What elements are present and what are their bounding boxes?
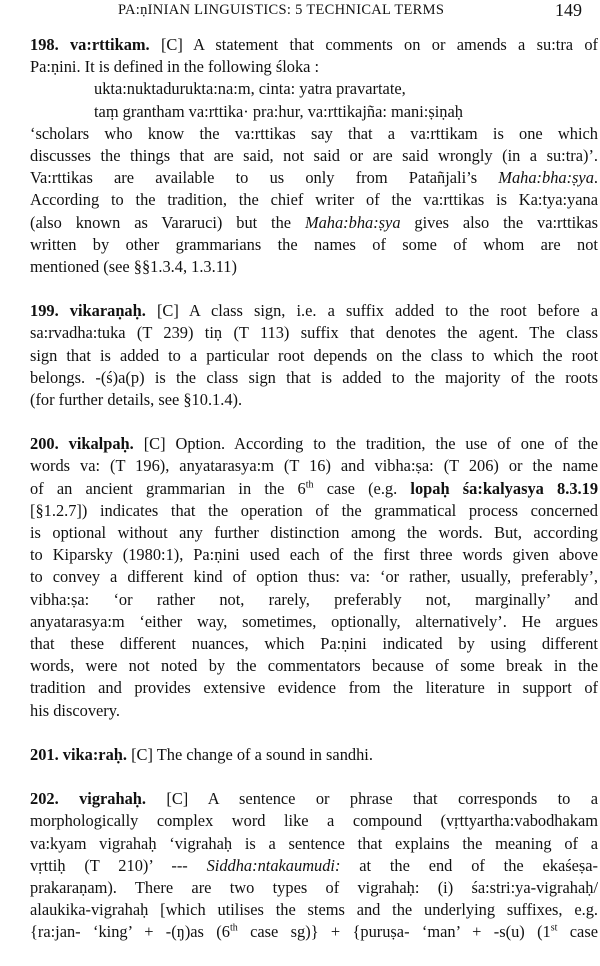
glossary-entry-201 [30,744,598,766]
entry-line: vibha:ṣa: ‘or rather not, rarely, preferably not, marginally’ and [30,589,598,609]
page-number: 149 [555,0,582,20]
entry-line: 199. vikaraṇaḥ. [C] A class sign, i.e. a suffix added to the root before a [30,301,598,321]
entry-line: [§1.2.7]) indicates that the operation of the grammatical process concerned [30,500,598,520]
entry-headword: 198. va:rttikam. [30,35,150,54]
entry-headword: 201. vika:raḥ. [30,744,127,764]
ordinal-suffix: th [229,922,238,934]
entry-line: anyatarasya:m ‘either way, sometimes, optionally, alternatively’. He argues [30,611,598,631]
entry-line: written by other grammarians the names of some of whom are not [30,234,598,254]
entry-line: 200. vikalpaḥ. [C] Option. According to the tradition, the use of one of the [30,434,599,454]
entry-line: sa:rvadha:tuka (T 239) tiṇ (T 113) suffix that denotes the agent. The class [30,323,598,343]
entry-line: words, were not noted by the commentators because of some break in the [30,656,598,676]
running-head-title: PA:ṇINIAN LINGUISTICS: 5 TECHNICAL TERMS [118,2,445,18]
entry-line: According to the tradition, the chief writer of the va:rttikas is Ka:tya:yana [30,190,598,210]
entry-line: 201. vika:raḥ. [C] The change of a sound in sandhi. [30,744,373,764]
entry-line: alaukika-vigrahaḥ [which utilises the stems and the underlying suffixes, e.g. [30,900,598,920]
entry-line: Va:rttikas are available to us only from Patañjali’s Maha:bha:ṣya. [30,168,598,188]
entry-headword: 199. vikaraṇaḥ. [30,301,146,321]
work-title: Maha:bha:ṣya [304,212,401,232]
glossary-entry-199 [30,300,598,411]
entry-headword: 200. vikalpaḥ. [30,434,134,454]
running-header [0,0,600,32]
entry-line: morphologically complex word like a compound (vṛttyartha:vabodhakam [30,811,598,831]
entry-line: to convey a different kind of option thus: va: ‘or rather, usually, preferably’, [30,567,598,587]
glossary-entry-198 [30,34,598,278]
entry-line: prakaraṇam). There are two types of vigrahaḥ: (i) śa:stri:ya-vigrahaḥ/ [30,877,598,897]
entry-line: to Kiparsky (1980:1), Pa:ṇini used each of the first three words given above [30,545,598,565]
entry-line: of an ancient grammarian in the 6th case (e.g. lopaḥ śa:kalyasya 8.3.19 [30,478,599,498]
entry-line: his discovery. [30,700,120,720]
entry-line: mentioned (see §§1.3.4, 1.3.11) [30,257,237,277]
ordinal-suffix: st [550,922,558,934]
sloka-verse-line: ukta:nuktadurukta:na:m, cinta: yatra pravartate, [94,79,406,99]
entry-line: that these different nuances, which Pa:ṇini indicated by using different [30,634,598,654]
entry-line: ‘scholars who know the va:rttikas say that a va:rttikam is one which [30,123,598,143]
sutra-reference: lopaḥ śa:kalyasya 8.3.19 [410,478,599,498]
work-title: Siddha:ntakaumudi: [206,855,341,875]
entry-line: words va: (T 196), anyatarasya:m (T 16) and vibha:ṣa: (T 206) or the name [30,456,598,476]
entry-line: {ra:jan- ‘king’ + -(ŋ)as (6th case sg)} + {puruṣa- ‘man’ + -s(u) (1st case [30,922,598,942]
entry-headword: 202. vigrahaḥ. [30,789,147,809]
entry-line: belongs. -(ś)a(p) is the class sign that is added to the majority of the roots [30,367,598,387]
entry-line: tradition and provides extensive evidence from the literature in support of [30,678,598,698]
entry-line: sign that is added to a particular root depends on the class to which the root [30,345,598,365]
entry-line: discusses the things that are said, not said or are said wrongly (in a su:tra)’. [30,146,598,166]
glossary-entry-202 [30,788,598,943]
ordinal-suffix: th [305,479,314,491]
entry-line: (also known as Vararuci) but the Maha:bha:ṣya gives also the va:rttikas [30,212,598,232]
work-title: Maha:bha:ṣya [498,168,594,188]
sloka-verse-line: taṃ grantham va:rttika· pra:hur, va:rttikajña: mani:ṣiṇaḥ [94,101,463,121]
glossary-body [30,34,598,966]
entry-line: is optional without any further distinction among the words. But, according [30,523,598,543]
entry-line: (for further details, see §10.1.4). [30,390,243,410]
entry-line: 202. vigrahaḥ. [C] A sentence or phrase that corresponds to a [30,789,598,809]
entry-line: va:kyam vigrahaḥ ‘vigrahaḥ is a sentence that explains the meaning of a [30,833,598,853]
entry-line: Pa:ṇini. It is defined in the following śloka : [30,57,320,77]
entry-line: 198. va:rttikam. [C] A statement that comments on or amends a su:tra of [30,35,598,54]
entry-line: vṛttiḥ (T 210)’ --- Siddha:ntakaumudi: at the end of the ekaśeṣa- [30,855,598,875]
glossary-entry-200 [30,433,598,722]
